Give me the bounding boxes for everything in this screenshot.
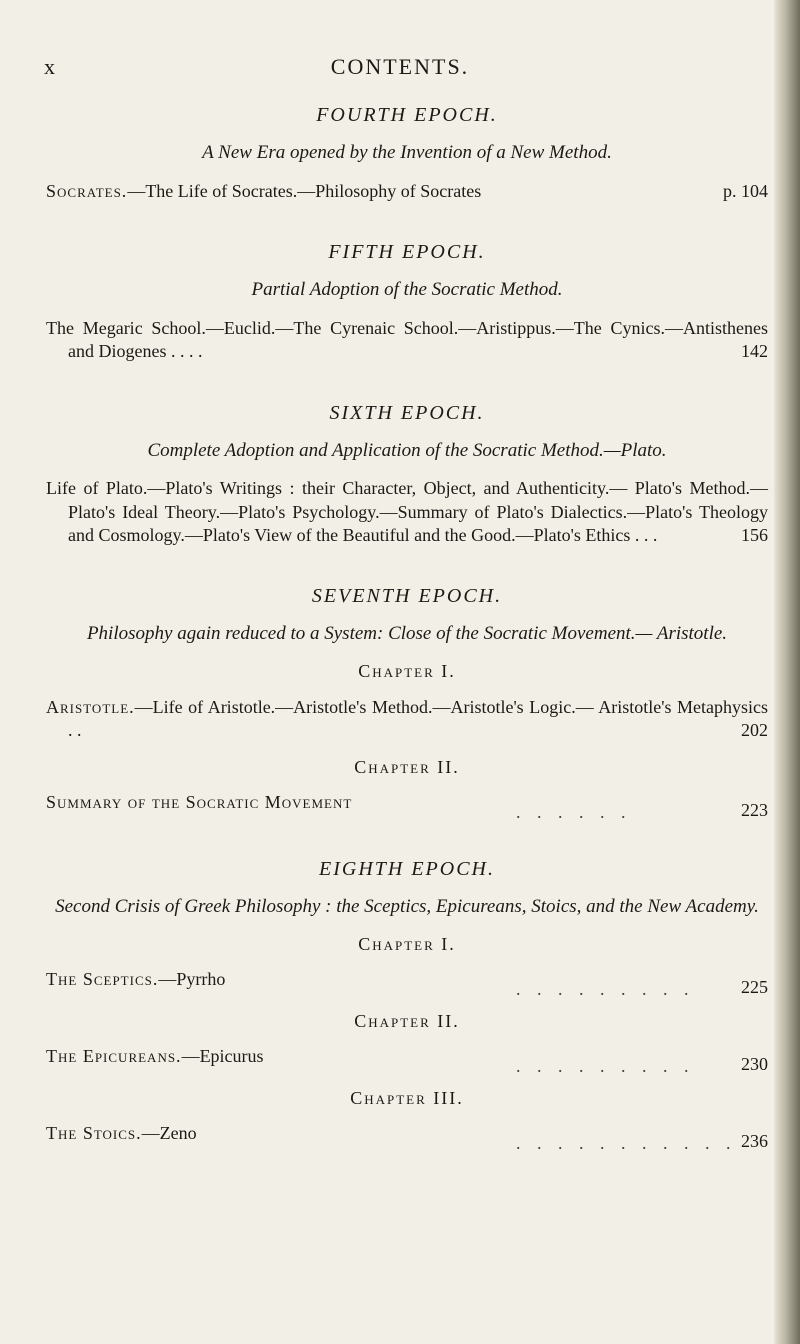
contents-entry: [46, 477, 768, 547]
entry-page: 236: [741, 1130, 768, 1151]
entry-page: 156: [741, 525, 768, 546]
contents-entry: [46, 792, 768, 820]
contents-entry: [46, 696, 768, 743]
epoch-section: [46, 241, 768, 363]
entry-page: 142: [741, 341, 768, 362]
entry-lead: Summary of the Socratic Movement: [46, 791, 353, 812]
entry-text: Life of Plato.—Plato's Writings : their Character, Object, and Authenticity.— Plato's Method.—Plato's Ideal Theory.—Plato's Psychology.—Summary of Plato's Dialectics.—Plato's Theology and Cosmology.—Plato's View of the Beautiful and the Good.—Plato's Ethics . . .: [46, 478, 768, 546]
page-edge: [774, 0, 800, 1344]
epoch-section: [46, 585, 768, 822]
chapter-label: Chapter I.: [358, 661, 456, 682]
epoch-title: SEVENTH EPOCH.: [311, 585, 503, 608]
epoch-subtitle: Partial Adoption of the Socratic Method.: [251, 279, 563, 301]
entry-text: —Life of Aristotle.—Aristotle's Method.—Aristotle's Logic.— Aristotle's Metaphysics . .: [68, 697, 768, 741]
epoch-section: [46, 858, 768, 1151]
entry-text: —The Life of Socrates.—Philosophy of Socrates: [127, 180, 482, 201]
contents-entry: [46, 317, 768, 364]
chapter-label: Chapter III.: [350, 1087, 464, 1108]
entry-lead: Aristotle.: [46, 697, 135, 718]
chapter-label: Chapter II.: [354, 756, 460, 777]
entry-text: The Megaric School.—Euclid.—The Cyrenaic School.—Aristippus.—The Cynics.—Antisthenes and Diogenes . . . .: [46, 317, 768, 362]
leader-dots: . . . . . .: [516, 801, 632, 822]
leader-dots: . . . . . . . . . . .: [516, 1132, 737, 1153]
epoch-subtitle: A New Era opened by the Invention of a New Method.: [202, 142, 612, 163]
chapter-label: Chapter I.: [358, 933, 456, 954]
contents-entry: [46, 1046, 768, 1074]
epoch-title: FIFTH EPOCH.: [328, 241, 486, 264]
epoch-subtitle: Second Crisis of Greek Philosophy : the Sceptics, Epicureans, Stoics, and the New Academy.: [55, 895, 759, 917]
epoch-title: SIXTH EPOCH.: [329, 401, 485, 424]
contents-entry: [46, 969, 768, 997]
entry-page: 223: [741, 799, 768, 820]
entry-text: —Epicurus: [181, 1045, 264, 1066]
running-title: CONTENTS.: [330, 54, 470, 79]
entry-lead: The Stoics.: [46, 1122, 142, 1143]
epoch-title: EIGHTH EPOCH.: [319, 857, 495, 880]
entry-lead: The Sceptics.: [46, 968, 159, 989]
entry-text: —Zeno: [141, 1122, 197, 1143]
contents-entry: [46, 180, 768, 203]
epoch-subtitle: Philosophy again reduced to a System: Close of the Socratic Movement.— Aristotle.: [86, 623, 728, 645]
epoch-section: [46, 104, 768, 203]
contents-entry: [46, 1123, 768, 1151]
entry-page: 202: [741, 720, 768, 741]
contents-list: [46, 104, 768, 1189]
entry-lead: The Epicureans.: [46, 1045, 182, 1066]
entry-page: p. 104: [723, 180, 768, 201]
entry-lead: Socrates.: [46, 180, 128, 201]
page-number: x: [44, 54, 55, 79]
entry-text: —Pyrrho: [158, 968, 226, 989]
page-header: [0, 48, 800, 82]
epoch-subtitle: Complete Adoption and Application of the Socratic Method.—Plato.: [147, 439, 667, 461]
epoch-title: FOURTH EPOCH.: [316, 104, 498, 126]
epoch-section: [46, 402, 768, 548]
entry-page: 230: [741, 1053, 768, 1074]
leader-dots: . . . . . . . . .: [516, 1055, 695, 1076]
chapter-label: Chapter II.: [354, 1010, 460, 1031]
leader-dots: . . . . . . . . .: [516, 978, 695, 999]
entry-page: 225: [741, 976, 768, 997]
